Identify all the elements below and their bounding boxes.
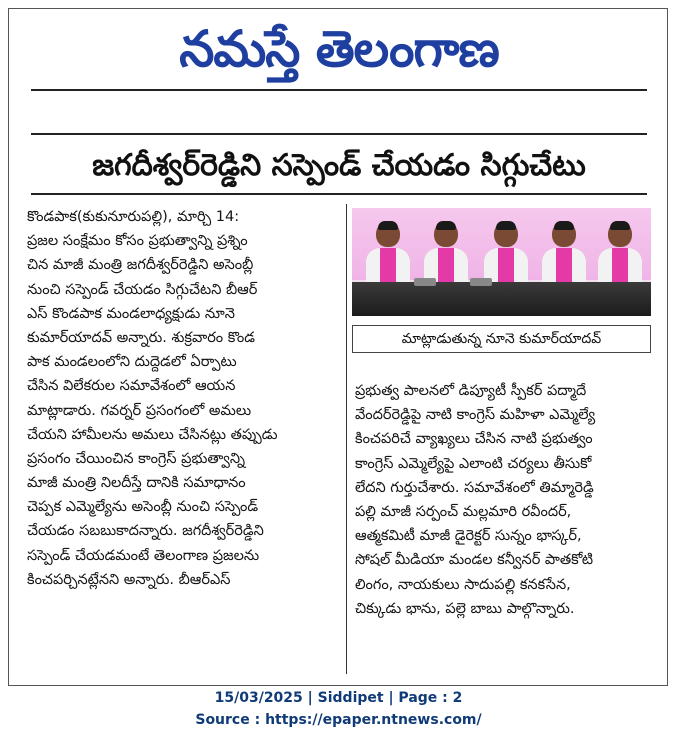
article-line: పాక మండలంలోని దుద్దెడలో ఏర్పాటు <box>27 354 237 371</box>
newspaper-clipping <box>8 8 668 686</box>
article-line: చేసిన విలేకరుల సమావేశంలో ఆయన <box>27 378 236 395</box>
masthead-rule <box>31 89 647 91</box>
article-line: ఎస్‌ కొండపాక మండలాధ్యక్షుడు నూనె <box>27 305 235 322</box>
article-column-right <box>355 379 655 621</box>
article-line: కుమార్‌యాదవ్‌ అన్నారు. శుక్రవారం కొండ <box>27 329 255 346</box>
person-figure <box>542 221 586 288</box>
article-line: చెప్పక ఎమ్మెల్యేను అసెంబ్లీ నుంచి సస్పెండ్‌ <box>27 499 259 516</box>
article-line: చేయని హామీలను అమలు చేసినట్లు తప్పుడు <box>27 426 278 443</box>
press-meet-photo <box>352 208 651 316</box>
conference-table <box>352 282 651 316</box>
article-line: కించపర్చినట్లేనని అన్నారు. బీఆర్‌ఎస్‌ <box>27 571 231 588</box>
article-line: పల్లి మాజీ సర్పంచ్‌ మల్లమారి రవీందర్‌, <box>355 503 572 520</box>
article-line: మాట్లాడారు. గవర్నర్‌ ప్రసంగంలో అమలు <box>27 402 252 419</box>
article-line: ప్రభుత్వ పాలనలో డిప్యూటీ స్పీకర్‌ పద్మాదే <box>355 383 587 399</box>
footer-source: Source : https://epaper.ntnews.com/ <box>195 712 482 728</box>
article-line: చిక్కుడు భాను, పల్లె బాబు పాల్గొన్నారు. <box>355 600 575 617</box>
article-line: కొండపాక(కుకునూరుపల్లి), మార్చి 14: <box>27 209 240 225</box>
article-line: మాజీ మంత్రి నిలదీస్తే దానికి సమాధానం <box>27 475 246 492</box>
column-divider <box>346 204 347 674</box>
newspaper-masthead: నమస్తే తెలంగాణ <box>179 19 499 78</box>
article-line: ప్రజల సంక్షేమం కోసం ప్రభుత్వాన్ని ప్రశ్నిం <box>27 233 248 250</box>
article-line: సస్పెండ్‌ చేయడమంటే తెలంగాణ ప్రజలను <box>27 547 260 564</box>
microphone-icon <box>414 278 436 286</box>
article-column-left <box>27 205 342 592</box>
article-headline: జగదీశ్వర్‌రెడ్డిని సస్పెండ్‌ చేయడం సిగ్గుచేటు <box>92 148 586 183</box>
footer-date-edition: 15/03/2025 | Siddipet | Page : 2 <box>214 690 463 706</box>
article-line: లింగం, నాయకులు సాదుపల్లి కనకసేన, <box>355 576 571 593</box>
person-figure <box>366 221 410 288</box>
article-line: కాంగ్రెస్‌ ఎమ్మెల్యేపై ఎలాంటి చర్యలు తీసుకో <box>355 455 592 472</box>
article-line: సోషల్‌ మీడియా మండల కన్వీనర్‌ పాతకోటి <box>355 552 594 569</box>
article-line: చేయడం సబబుకాదన్నారు. జగదీశ్వర్‌రెడ్డిని <box>27 523 264 540</box>
article-line: చిన మాజీ మంత్రి జగదీశ్వర్‌రెడ్డిని అసెంబ్లీ <box>27 257 254 274</box>
photo-caption: మాట్లాడుతున్న నూనె కుమార్‌యాదవ్‌ <box>352 325 651 353</box>
article-line: కించపరిచే వ్యాఖ్యలు చేసిన నాటి ప్రభుత్వం <box>355 431 593 448</box>
article-line: నుంచి సస్పెండ్‌ చేయడం సిగ్గుచేటని బీఆర్‌ <box>27 281 258 298</box>
article-line: లేదని గుర్తుచేశారు. సమావేశంలో తిమ్మారెడ్డి <box>355 479 594 496</box>
article-line: ఆత్మకమిటీ మాజీ డైరెక్టర్‌ సున్నం భాస్కర్‌, <box>355 528 582 545</box>
headline-bottom-rule <box>31 193 647 195</box>
microphone-icon <box>470 278 492 286</box>
article-line: వేందర్‌రెడ్డిపై నాటి కాంగ్రెస్‌ మహిళా ఎమ్మెల్యే <box>355 407 596 424</box>
article-line: ప్రసంగం చేయించిన కాంగ్రెస్‌ ప్రభుత్వాన్ని <box>27 450 245 467</box>
person-figure <box>598 221 642 288</box>
headline-top-rule <box>31 133 647 135</box>
